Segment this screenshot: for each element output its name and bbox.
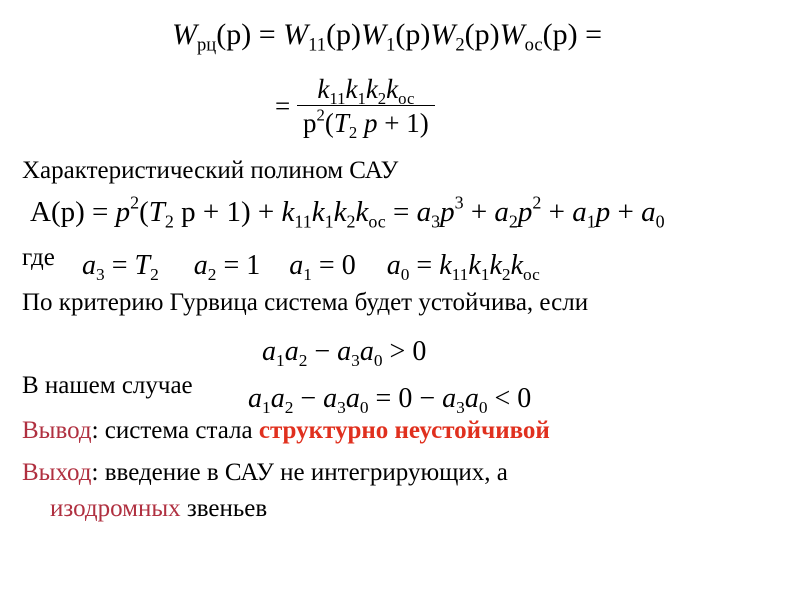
arg: (p)	[326, 18, 362, 51]
coef-a2: $a_2 = 1$	[193, 250, 261, 285]
poly-lhs: A(p) =	[30, 196, 116, 228]
char-polynomial-heading: Характеристический полином САУ	[22, 157, 399, 184]
numerator: $k_{11}k_1k_2k_{ос}$	[317, 74, 415, 108]
coef-a3: $a_3 = T_2$	[82, 250, 159, 285]
fraction-formula	[275, 74, 435, 142]
coef-a0: $a_0 = k_{11}k_1k_2k_{ос}$	[386, 250, 540, 285]
exit-line	[22, 459, 508, 487]
our-case-label: В нашем случае	[22, 372, 193, 399]
where-label: где	[22, 244, 55, 271]
polynomial-formula: $A(p) = p^2(T_2$ $p + 1) + k_{11}k_1k_2k_{ос} = a_3p^3 + a_2p^2 + a_1p + a_0$	[30, 192, 665, 232]
w2: W	[430, 18, 456, 51]
stability-condition-formula: $a_1a_2 - a_3a_0 > 0$	[262, 336, 427, 371]
arg: (p)	[395, 18, 431, 51]
arg: (p)	[216, 18, 252, 51]
w-rc-sub: рц	[197, 34, 217, 56]
our-case-formula: $a_1a_2 - a_3a_0 = 0 - a_3a_0 < 0$	[248, 383, 532, 418]
arg: (p)	[464, 18, 500, 51]
eq-tail: =	[585, 18, 603, 51]
exit-label: Выход	[22, 459, 92, 486]
woc: W	[499, 18, 525, 51]
conclusion-label: Вывод	[22, 417, 92, 444]
exit-end: звеньев	[180, 495, 268, 522]
w11-sub: 11	[308, 34, 327, 56]
hurwitz-criterion-text: По критерию Гурвица система будет устойчива, если	[22, 289, 589, 316]
w1-sub: 1	[386, 34, 396, 56]
coefficients-formula	[82, 250, 540, 285]
transfer-function-formula	[172, 18, 603, 56]
coef-a1: $a_1 = 0$	[289, 250, 356, 285]
exit-mid: : введение в САУ не интегрирующих, а	[91, 459, 508, 486]
w2-sub: 2	[455, 34, 465, 56]
frac-eq: =	[275, 91, 291, 121]
arg: (p)	[542, 18, 578, 51]
w11: W	[283, 18, 309, 51]
exit-line-2	[50, 495, 267, 523]
denominator: $p^2(T_2$ p + 1)	[297, 105, 435, 139]
w1: W	[361, 18, 387, 51]
eq: =	[258, 18, 276, 51]
conclusion-mid: : система стала	[91, 417, 259, 444]
conclusion-highlight: структурно неустойчивой	[258, 417, 550, 444]
conclusion-line	[22, 417, 550, 445]
exit-highlight: изодромных	[50, 495, 181, 522]
woc-sub: ос	[524, 34, 543, 56]
fraction	[297, 74, 435, 142]
w-rc: W	[172, 18, 197, 51]
